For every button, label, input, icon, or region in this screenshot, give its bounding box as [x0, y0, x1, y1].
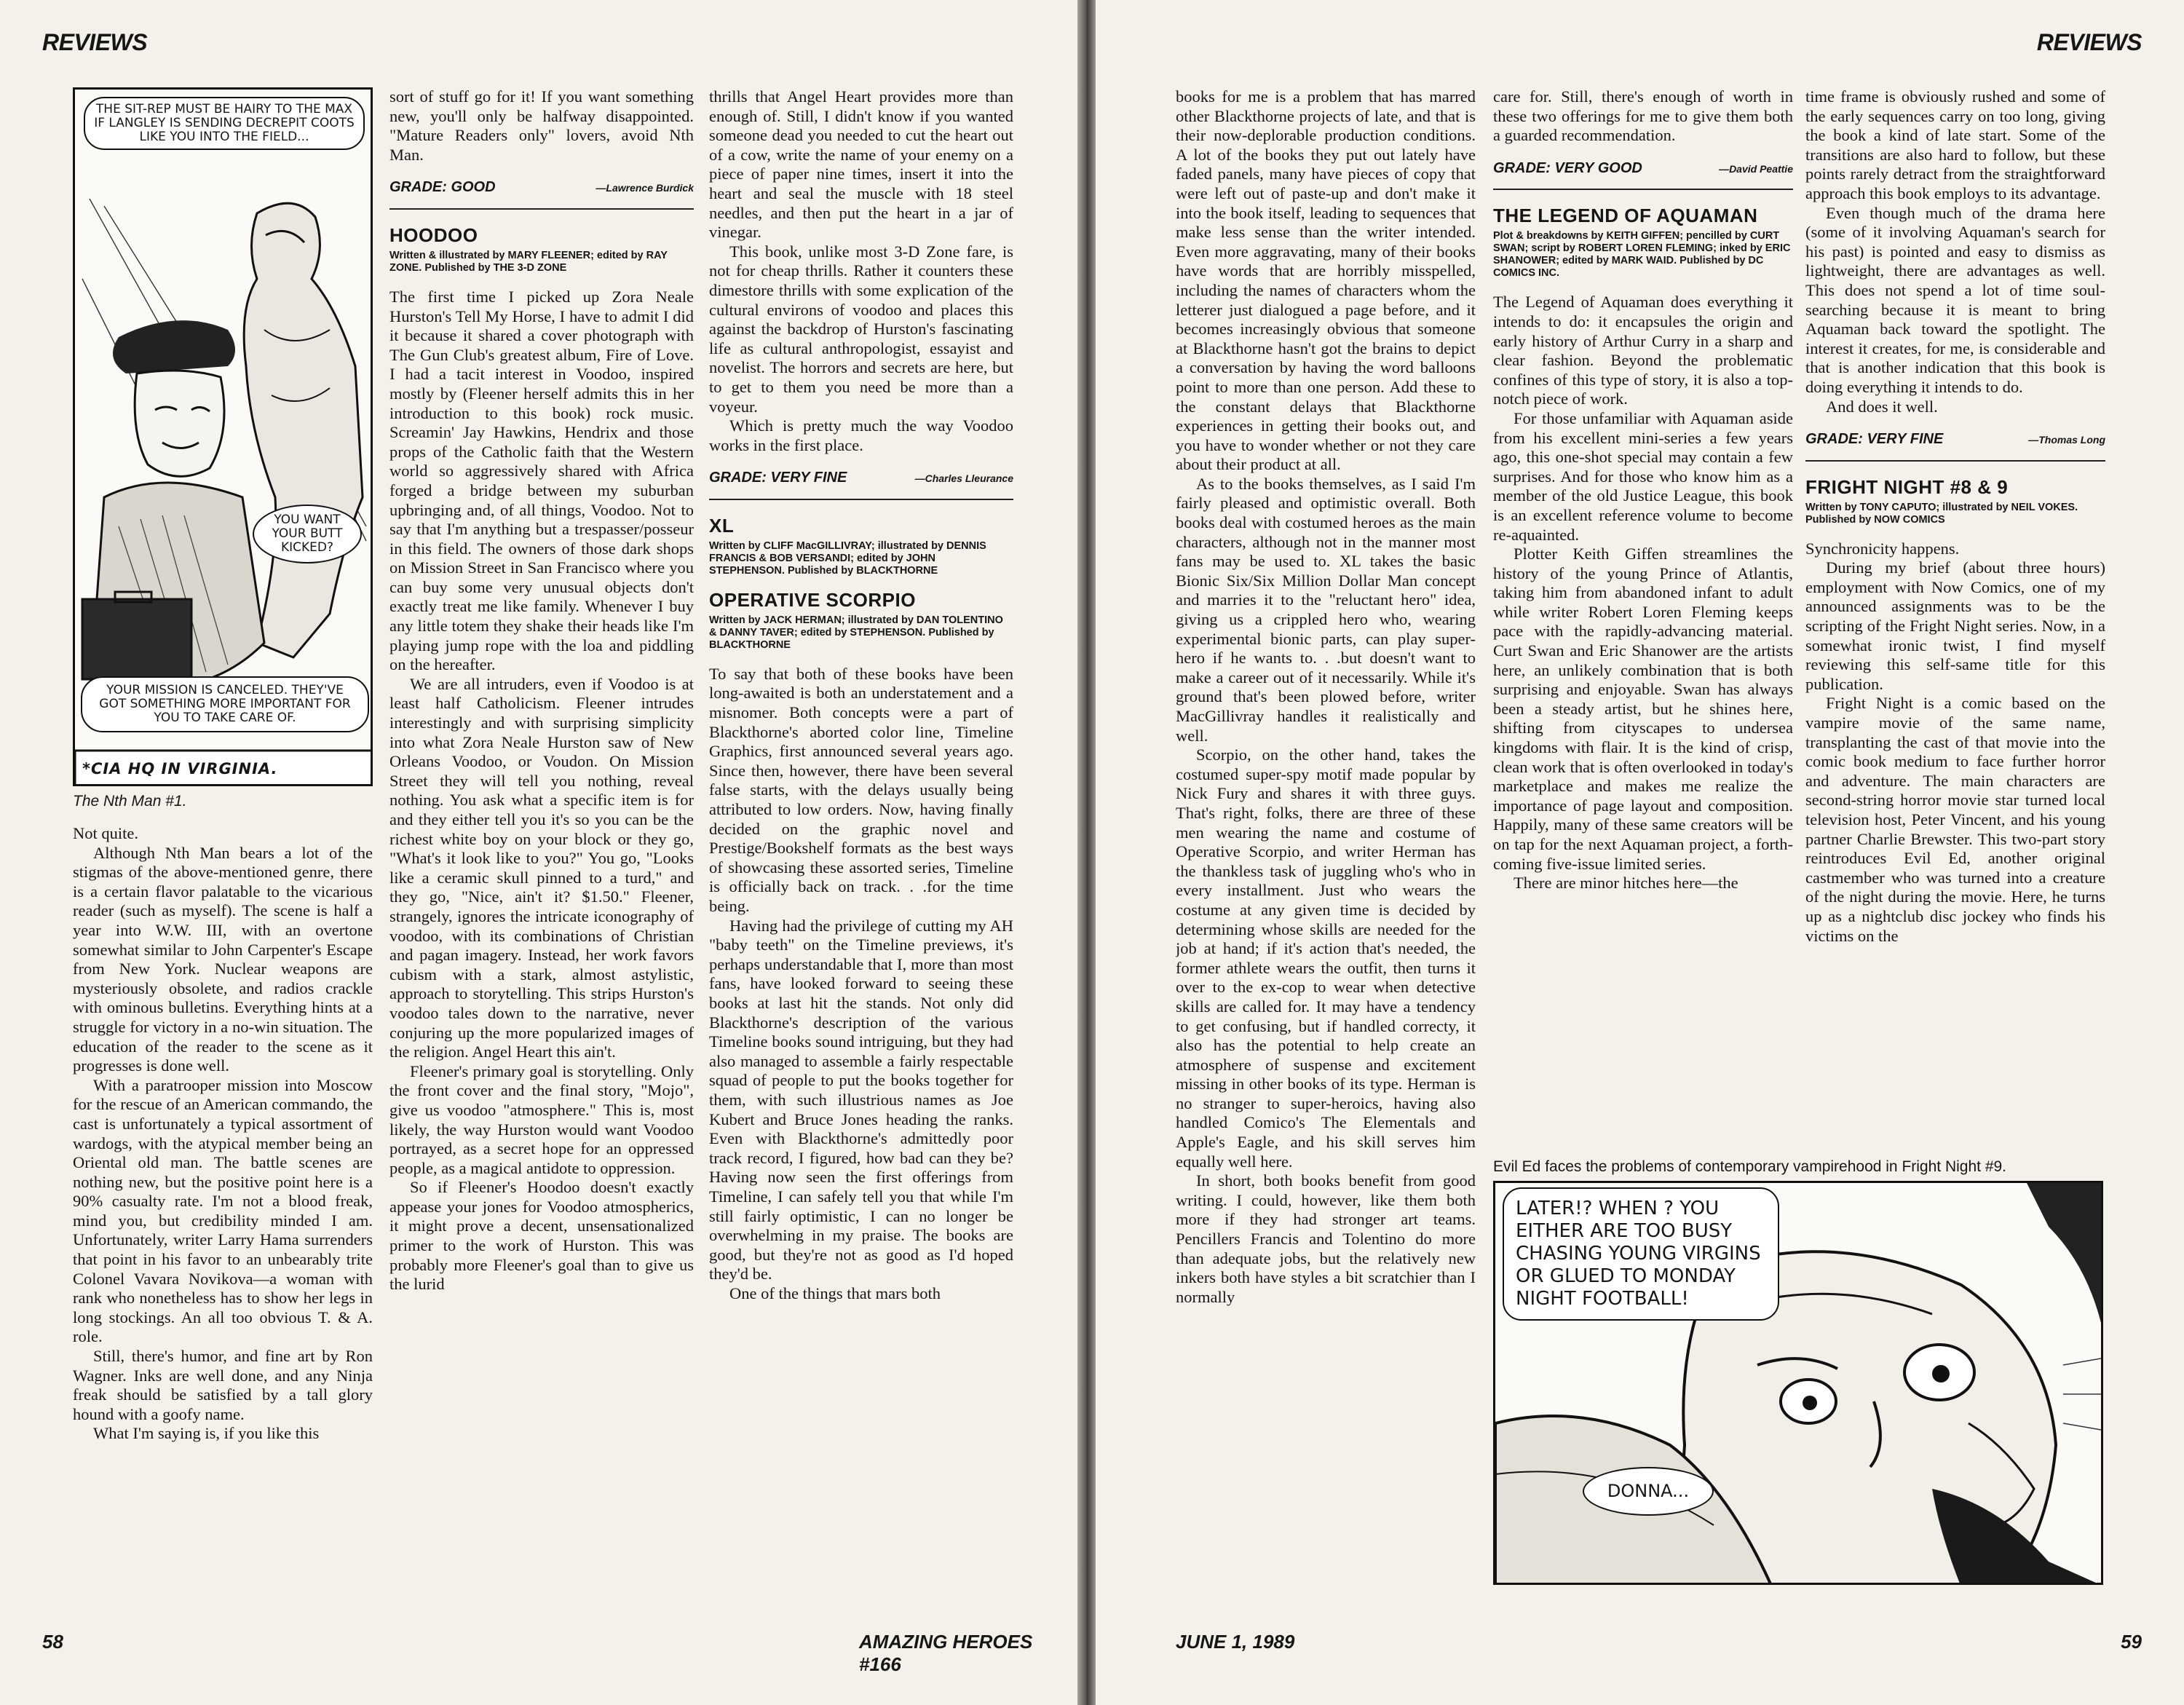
reviewer-name: —Thomas Long [2028, 434, 2105, 446]
left-column-3 [709, 87, 1013, 1591]
paragraph: Still, there's humor, and fine art by Ron Wagner. Inks are well done, and any Ninja freak should be satisfied by a tall glory hound with a goofy name. [73, 1347, 373, 1423]
comic-balloon-bottom: YOUR MISSION IS CANCELED. THEY'VE GOT SOMETHING MORE IMPORTANT FOR YOU TO TAKE CARE OF. [81, 676, 369, 732]
reviewer-name: —Lawrence Burdick [596, 182, 694, 194]
review-credits: Written & illustrated by MARY FLEENER; edited by RAY ZONE. Published by THE 3-D ZONE [389, 249, 668, 274]
grade-label: GRADE: VERY FINE [709, 470, 847, 486]
paragraph: Not quite. [73, 824, 138, 842]
grade-label: GRADE: VERY FINE [1805, 431, 1944, 448]
paragraph: Synchronicity happens. [1805, 539, 1960, 558]
paragraph: Which is pretty much the way Voodoo works in the first place. [709, 416, 1013, 454]
nth-man-caption: The Nth Man #1. [73, 793, 187, 810]
nth-man-comic-panel [73, 87, 373, 786]
issue-date: JUNE 1, 1989 [1176, 1631, 1295, 1653]
review-title-operative-scorpio: OPERATIVE SCORPIO [709, 588, 916, 611]
paragraph: And does it well. [1826, 397, 1938, 416]
paragraph: This book, unlike most 3-D Zone fare, is not for cheap thrills. Rather it counters these dimestore thrills with some explication of the cultural environs of voodoo and places this against the backdrop of Hurston's fascinating life as cultural anthropologist, essayist and novelist. The horrors and secrets are here, but to get to them you need be more than a voyeur. [709, 242, 1013, 416]
grade-line [1493, 159, 1793, 179]
paragraph: Even though much of the drama here (some of it involving Aquaman's search for his past) is pointed and easy to dismiss as lightweight, there are advantages as well. This does not spend a lot of time soul-searching because it is meant to bring Aquaman back toward the spotlight. The interest it creates, for me, is considerable and that is another indication that this book is doing everything it intends to do. [1805, 203, 2105, 396]
paragraph: There are minor hitches here—the [1514, 874, 1738, 893]
comic-location-caption: *CIA HQ IN VIRGINIA. [82, 760, 278, 778]
running-head: REVIEWS [2036, 29, 2142, 55]
paragraph: So if Fleener's Hoodoo doesn't exactly appease your jones for Voodoo atmospherics, it might prove a decent, unsensationalized primer to the work of Hurston. This was probably more Fleener's goal than to give us the lurid [389, 1178, 694, 1294]
grade-line [389, 178, 694, 198]
grade-label: GRADE: VERY GOOD [1493, 159, 1642, 176]
paragraph: For those unfamiliar with Aquaman aside from his excellent mini-series a few years ago, this one-shot special may contain a few surprises. And for those who know him as a member of the old Justice League, this book is an excellent reference volume to become re-aquainted. [1493, 408, 1793, 544]
page-number: 58 [42, 1631, 63, 1653]
review-credits: Plot & breakdowns by KEITH GIFFEN; pencilled by CURT SWAN; script by ROBERT LOREN FLEMING; inked by ERIC SHANOWER; edited by MARK WAID. Published by DC COMICS INC. [1493, 230, 1791, 280]
running-head: REVIEWS [42, 29, 148, 55]
section-divider [1493, 189, 1793, 190]
left-page [0, 0, 1077, 1705]
paragraph: Scorpio, on the other hand, takes the costumed super-spy motif made popular by Nick Fury and shares it with three guys. That's right, folks, there are three of these men wearing the name and costume of Operative Scorpio, and writer Herman has the thankless task of juggling who's who in every installment. Just who wears the costume at any given time is decided by determining whose skills are needed for the job at hand; if it's action that's needed, the former athlete wears the outfit, then turns it over to the ex-cop to wear when detective skills are called for. It may have a tendency to get confusing, but if handled correcty, it also has the potential to help create an atmosphere of suspense and excitement missing in other books of its type. Herman is no stranger to super-heroics, having also handled Comico's The Elementals and Apple's Eagle, and his skill serves him equally well here. [1176, 745, 1476, 1171]
section-divider [1805, 460, 2105, 462]
comic-balloon-top: THE SIT-REP MUST BE HAIRY TO THE MAX IF LANGLEY IS SENDING DECREPIT COOTS LIKE YOU INTO THE FIELD... [84, 97, 365, 150]
right-column-3 [1805, 87, 2105, 1143]
review-title-fright-night: FRIGHT NIGHT #8 & 9 [1805, 475, 2009, 498]
paragraph: One of the things that mars both [729, 1283, 941, 1302]
grade-line [709, 468, 1013, 488]
paragraph: Fright Night is a comic based on the vampire movie of the same name, transplanting the cast of that movie into the comic book medium to face further horror and adventure. The main characters are second-string horror movie star turned local television host, Peter Vincent, and his young partner Charlie Brewster. This two-part story reintroduces Evil Ed, another original castmember who was turned into a creature of the night during the movie. Here, he turns up as a nightclub disc jockey who finds his victims on the [1805, 694, 2105, 945]
review-title-legend-of-aquaman: THE LEGEND OF AQUAMAN [1493, 205, 1758, 227]
fright-night-caption: Evil Ed faces the problems of contemporary vampirehood in Fright Night #9. [1493, 1158, 2007, 1175]
right-page [1096, 0, 2184, 1705]
paragraph: Fleener's primary goal is storytelling. Only the front cover and the final story, "Mojo", give us voodoo "atmosphere." This is, most likely, the way Hurston would want Voodoo portrayed, as a secret hope for an oppressed people, as a magical antidote to oppression. [389, 1061, 694, 1177]
section-divider [709, 499, 1013, 500]
paragraph: We are all intruders, even if Voodoo is at least half Catholicism. Fleener intrudes interestingly and with surprising simplicity into what Zora Neale Hurston saw of New Orleans Voodoo, or Voudon. On Mission Street they will tell you nothing, reveal nothing. You ask what a specific item is for and they either tell you it's so you can be the richest white boy on your block or they go, "What's it look like to you?" You go, "Looks like a ceramic skull pinned to a turd," and they go, "Nice, ain't it? $1.50." Fleener, strangely, ignores the intricate iconography of voodoo, with its combinations of Christian and pagan imagery. Instead, her work favors cubism with a stark, almost astylistic, approach to storytelling. This strips Hurston's voodoo tales down to the narrative, never conjuring up the more popularized images of the religion. Angel Heart this ain't. [389, 674, 694, 1061]
paragraph: During my brief (about three hours) employment with Now Comics, one of my announced assignments was to be the scripting of the Fright Night series. Now, in a somewhat ironic twist, I find myself reviewing this self-same title for this publication. [1805, 558, 2105, 693]
review-credits: Written by JACK HERMAN; illustrated by DAN TOLENTINO & DANNY TAVER; edited by STEPHENSON. Published by BLACKTHORNE [709, 614, 1003, 651]
paragraph: The Legend of Aquaman does everything it intends to do: it encapsules the origin and early history of Arthur Curry in a sharp and clear fashion. Beyond the problematic confines of this type of story, it is also a top-notch piece of work. [1493, 293, 1793, 408]
section-divider [389, 208, 694, 210]
paragraph: What I'm saying is, if you like this [93, 1424, 320, 1443]
review-title-xl: XL [709, 514, 735, 537]
reviewer-name: —Charles Lleurance [914, 472, 1013, 485]
paragraph: With a paratrooper mission into Moscow for the rescue of an American commando, the cast is unfortunately a typical assortment of wardogs, with the atypical member being an Oriental old man. The battle scenes are nothing new, but the positive point here is a 90% casualty rate. I'm not a blood freak, mind you, but credibility minded I am. Unfortunately, writer Larry Hama surrenders that point in his favor to an unbearably trite Colonel Vavara Novikova—a woman with rank who nonetheless has to show her legs in long stockings. An all too obvious T. & A. role. [73, 1075, 373, 1346]
paragraph: thrills that Angel Heart provides more than enough of. Still, I didn't know if you wanted someone dead you needed to cut the heart out of a cow, write the name of your enemy on a piece of paper nine times, insert it into the heart and seal the muscle with 18 steel needles, and then put the heart in a jar of vinegar. [709, 87, 1013, 242]
paragraph: Having had the privilege of cutting my AH "baby teeth" on the Timeline previews, it's perhaps understandable that I, more than most fans, have looked forward to seeing these books at last hit the stands. Not only did Blackthorne's description of the various Timeline books sound intriguing, but they had also managed to assemble a fairly respectable squad of people to put the books together for them, with such illustrious names as Joe Kubert and Bruce Jones heading the ranks. Even with Blackthorne's admittedly poor track record, I figured, how bad can they be? Having now seen the first offerings from Timeline, I can safely tell you that while I'm still fairly optimistic, I can no longer be overwhelming in my praise. The books are good, but they're not as good as I'd hoped they'd be. [709, 916, 1013, 1283]
grade-label: GRADE: GOOD [389, 179, 496, 196]
comic-balloon-mid: YOU WANT YOUR BUTT KICKED? [253, 505, 362, 563]
paragraph: care for. Still, there's enough of worth in these two offerings for me to give them both a guarded recommendation. [1493, 87, 1793, 145]
left-column-2 [389, 87, 694, 1591]
paragraph: In short, both books benefit from good writing. I could, however, like them both more if they had stronger art teams. Pencillers Francis and Tolentino do more than adequate jobs, but the relatively new inkers both have styles a bit scratchier than I normally [1176, 1171, 1476, 1306]
comic-balloon-top: LATER!? WHEN ? YOU EITHER ARE TOO BUSY CHASING YOUNG VIRGINS OR GLUED TO MONDAY NIGHT FOOTBALL! [1503, 1187, 1779, 1321]
comic-balloon-bottom: DONNA... [1583, 1467, 1714, 1516]
right-column-1 [1176, 87, 1476, 1591]
right-column-2 [1493, 87, 1793, 1143]
reviewer-name: —David Peattie [1719, 162, 1793, 175]
paragraph: Although Nth Man bears a lot of the stigmas of the above-mentioned genre, there is a certain flavor palatable to the vicarious reader (such as myself). The scene is half a year into W.W. III, with an overtone somewhat similar to John Carpenter's Escape from New York. Nuclear weapons are mysteriously obsolete, and radios crackle with ominous bulletins. Everything hints at a struggle for victory in a no-win situation. The education of the reader to the scene as it progresses is done well. [73, 843, 373, 1075]
grade-line [1805, 430, 2105, 450]
paragraph: books for me is a problem that has marred other Blackthorne projects of late, and that is their now-deplorable production conditions. A lot of the books they put out lately have faded panels, many have pieces of copy that were left out of paste-up and don't make it into the book itself, leading to sequences that make less sense than the writer intended. Even more aggravating, many of their books have words that are horribly misspelled, including the names of characters whom the letterer just dialogued a page before, and it becomes increasingly obvious that someone at Blackthorne hasn't got the brains to depict a conversation by having the word balloons point to more than one person. Add these to the constant delays that Blackthorne experiences in getting their books out, and you have to wonder whether or not they care about their product at all. [1176, 87, 1476, 474]
fright-night-comic-panel [1493, 1181, 2103, 1585]
paragraph: To say that both of these books have been long-awaited is both an understatement and a misnomer. Both concepts were a part of Blackthorne's aborted color line, Timeline Graphics, first announced several years ago. Since then, however, there have been several false starts, with the delays usually being attributed to low orders. Now, having finally decided on the graphic novel and Prestige/Bookshelf formats as the best ways of showcasing these assorted series, Timeline is officially back on track. . .for the time being. [709, 664, 1013, 915]
paragraph: As to the books themselves, as I said I'm fairly pleased and optimistic overall. Both books deal with costumed heroes as the main characters, although not in the manner most fans may be used to. XL takes the basic Bionic Six/Six Million Dollar Man concept and marries it to the "reluctant hero" idea, giving us a crippled hero who, wearing experimental bionic parts, can play super-hero if he wants to. . .but doesn't want to make a career out of it necessarily. While it's ground that's been plowed before, writer MacGillivray handles it realistically and well. [1176, 474, 1476, 745]
review-credits: Written by CLIFF MacGILLIVRAY; illustrated by DENNIS FRANCIS & BOB VERSANDI; edited by JOHN STEPHENSON. Published by BLACKTHORNE [709, 539, 986, 577]
paragraph: Plotter Keith Giffen streamlines the history of the young Prince of Atlantis, taking him from abandoned infant to adult while writer Robert Loren Fleming keeps pace with the rapidly-advancing material. Curt Swan and Eric Shanower are the artists here, an unlikely combination that is both surprising and enjoyable. Swan has always been a steady artist, but he shines here, shifting from cityscapes to undersea kingdoms with flair. It is the kind of crisp, clean work that is often overlooked in today's marketplace and makes me realize the importance of page layout and composition. Happily, many of these same creators will be on tap for the next Aquaman project, a forth-coming five-issue limited series. [1493, 545, 1793, 873]
left-column-1 [73, 87, 373, 1591]
paragraph: The first time I picked up Zora Neale Hurston's Tell My Horse, I have to admit I did it because it shared a cover photograph with The Gun Club's greatest album, Fire of Love. I had a tacit interest in Voodoo, inspired mostly by (Fleener herself admits this in her introduction to this book) rock music. Screamin' Jay Hawkins, Hendrix and those props of the Catholic faith that the Western world so aggressively shared with Africa forged a bridge between my suburban upbringing and, of all things, Voodoo. Not to say that I'm anything but a trespasser/posseur in this field. The owners of those dark shops on Mission Street in San Francisco where you can buy some very unusual objects don't exactly treat me like family. Whenever I buy any little totem they shake their heads like I'm playing jump rope with the loa and piddling on the hereafter. [389, 287, 694, 674]
page-gutter [1077, 0, 1096, 1705]
review-title-hoodoo: HOODOO [389, 223, 478, 246]
magazine-title: AMAZING HEROES #166 [859, 1631, 1033, 1675]
paragraph: time frame is obviously rushed and some of the early sequences carry on too long, giving the book a kind of late start. Some of the transitions are also hard to follow, but these points rarely detract from the straightforward approach this book employs to its advantage. [1805, 87, 2105, 202]
page-number: 59 [2121, 1631, 2142, 1653]
review-credits: Written by TONY CAPUTO; illustrated by NEIL VOKES. Published by NOW COMICS [1805, 501, 2078, 526]
paragraph: sort of stuff go for it! If you want something new, you'll only be halfway disappointed. "Mature Readers only" lovers, avoid Nth Man. [389, 87, 694, 164]
